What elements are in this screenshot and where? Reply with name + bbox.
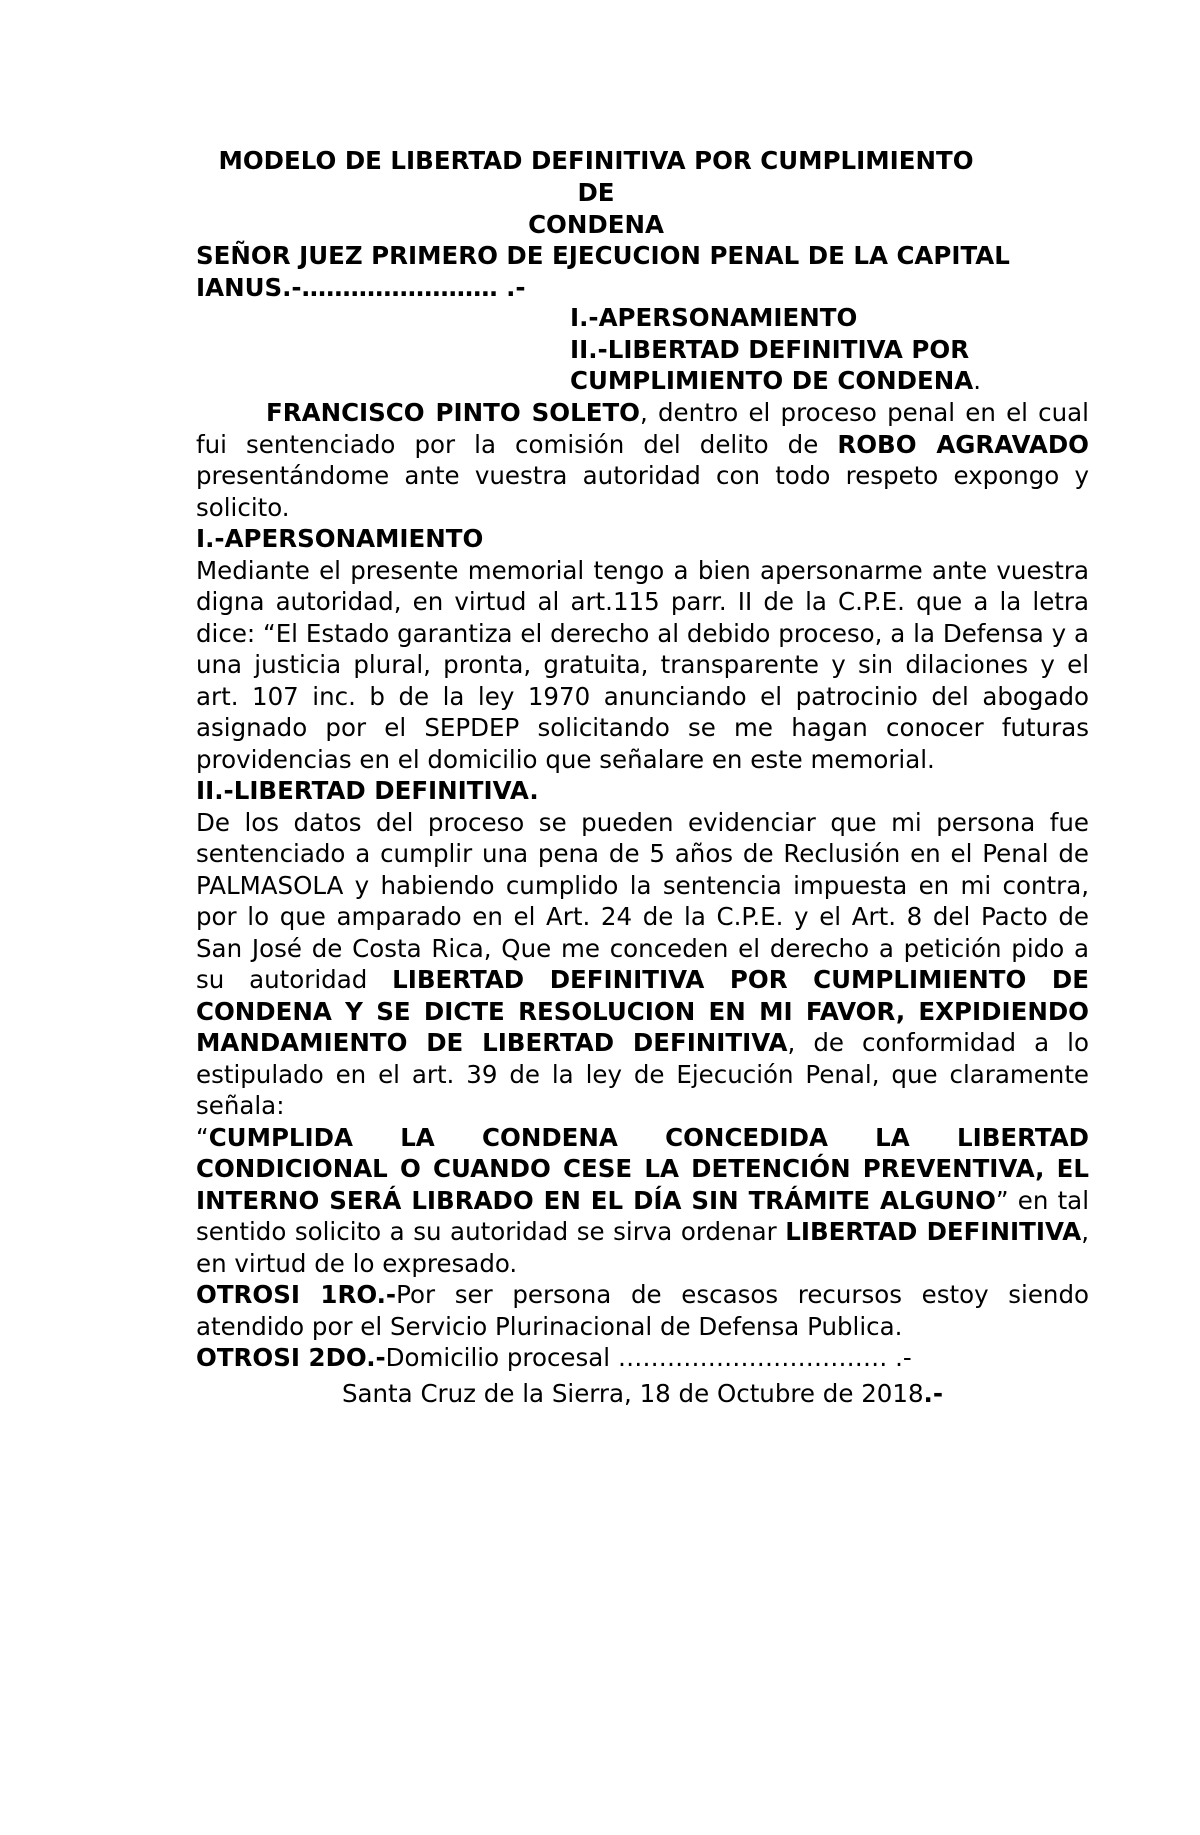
ref-libertad-line-2: CUMPLIMIENTO DE CONDENA [570,366,974,395]
intro-paragraph [196,397,1089,523]
otrosi-1-label: OTROSI 1RO.- [196,1280,397,1309]
place-and-date [196,1378,1089,1410]
document-body [196,397,1089,1374]
otrosi-2 [196,1342,1089,1374]
title-line-1: MODELO DE LIBERTAD DEFINITIVA POR CUMPLIMIENTO DE [218,146,974,207]
section-2-request-short: LIBERTAD DEFINITIVA [785,1217,1082,1246]
section-1-paragraph: Mediante el presente memorial tengo a bien apersonarme ante vuestra digna autoridad, en virtud al art.115 parr. II de la C.P.E. que a la letra dice: “El Estado garantiza el derecho al debido proceso, a la Defensa y a una justicia plural, pronta, gratuita, transparente y sin dilaciones y el art. 107 inc. b de la ley 1970 anunciando el patrocinio del abogado asignado por el SEPDEP solicitando se me hagan conocer futuras providencias en el domicilio que señalare en este memorial. [196,555,1089,774]
section-1-heading: I.-APERSONAMIENTO [196,524,484,553]
otrosi-2-text: Domicilio procesal …………………………… .- [385,1343,912,1372]
legal-quote: CUMPLIDA LA CONDENA CONCEDIDA LA LIBERTAD CONDICIONAL O CUANDO CESE LA DETENCIÓN PREVENTIVA, EL INTERNO SERÁ LIBRADO EN EL DÍA SIN TRÁMITE ALGUNO [196,1122,1089,1215]
quote-open-mark: “ [196,1122,209,1152]
ref-libertad-line-1: II.-LIBERTAD DEFINITIVA POR [570,334,970,364]
section-2-text-1: De los datos del proceso se pueden evidenciar que mi persona fue sentenciado a cumplir una pena de 5 años de Reclusión en el Penal de PALMASOLA y habiendo cumplido la sentencia impuesta en mi contra, por lo que amparado en el Art. 24 de la C.P.E. y el Art. 8 del Pacto de San José de Costa Rica, Que me conceden el derecho a petición pido a su autoridad [196,807,1089,994]
otrosi-1 [196,1279,1089,1342]
petitioner-name: FRANCISCO PINTO SOLETO [266,398,640,427]
section-2-request: LIBERTAD DEFINITIVA POR CUMPLIMIENTO DE CONDENA Y SE DICTE RESOLUCION EN MI FAVOR, EXPIDIENDO MANDAMIENTO DE LIBERTAD DEFINITIVA [196,965,1089,1057]
subject-references [570,302,1090,397]
addressee-line-1: SEÑOR JUEZ PRIMERO DE EJECUCION PENAL DE LA CAPITAL [196,241,1010,270]
addressee-line-2: IANUS.-…………………… .- [196,272,526,302]
otrosi-1-text: Por ser persona de escasos recursos estoy siendo atendido por el Servicio Plurinacional de Defensa Publica. [196,1280,1089,1341]
otrosi-2-label: OTROSI 2DO.- [196,1343,386,1372]
intro-text-1: , dentro el proceso penal en el cual fui sentenciado por la comisión del delito de [196,398,1089,459]
ref-apersonamiento: I.-APERSONAMIENTO [570,303,858,332]
ref-libertad-end: . [973,366,981,395]
addressee [196,240,1096,303]
section-2-text-3: ” en tal sentido solicito a su autoridad se sirva ordenar [196,1185,1090,1246]
section-2-heading: II.-LIBERTAD DEFINITIVA. [196,776,539,805]
intro-text-2: presentándome ante vuestra autoridad con todo respeto expongo y solicito. [196,461,1089,522]
place-date-text: Santa Cruz de la Sierra, 18 de Octubre de 2018 [341,1379,924,1408]
section-2-text-4: , en virtud de lo expresado. [196,1217,1089,1278]
section-2-paragraph [196,807,1089,1280]
section-2-text-2: , de conformidad a lo estipulado en el art. 39 de la ley de Ejecución Penal, que claramente señala: [196,1028,1089,1120]
document-title [196,145,996,241]
title-line-2: CONDENA [528,210,664,239]
crime-name: ROBO AGRAVADO [837,429,1089,459]
place-date-suffix: .- [923,1379,944,1408]
